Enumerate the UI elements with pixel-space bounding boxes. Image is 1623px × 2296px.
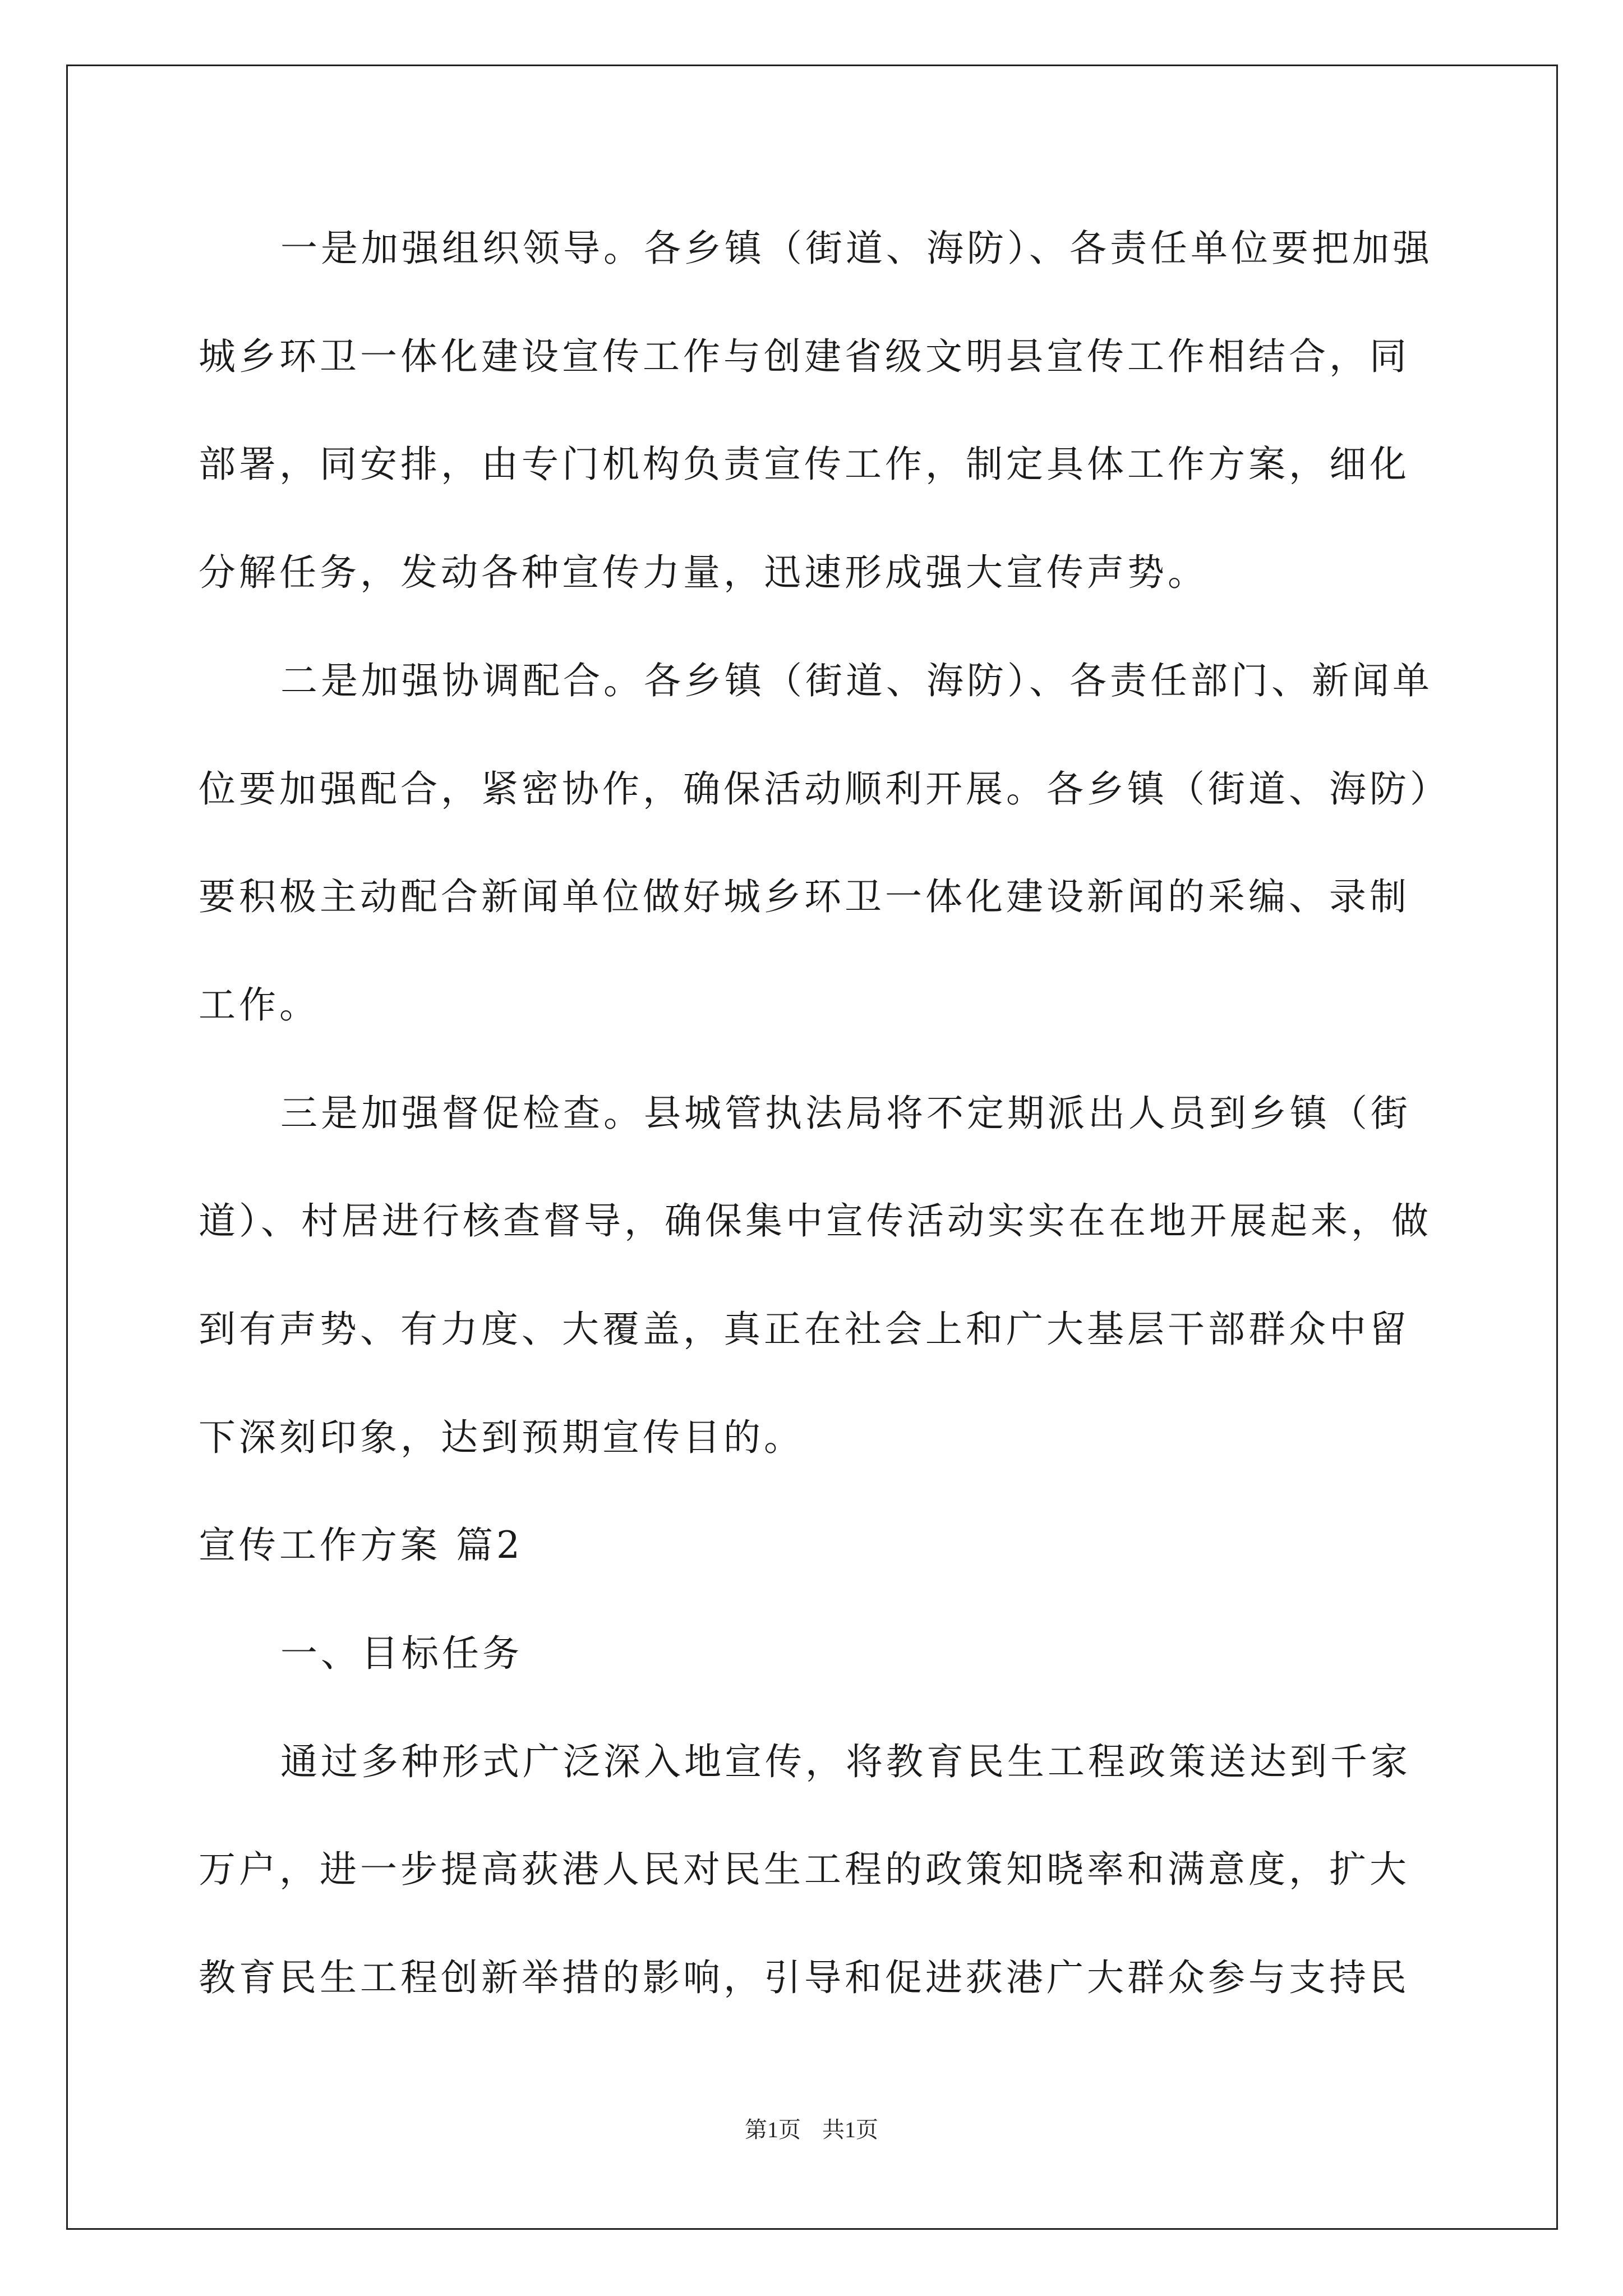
- paragraph-4-line-3: 教育民生工程创新举措的影响，引导和促进荻港广大群众参与支持民: [199, 1956, 1410, 1999]
- paragraph-2-line-4: 工作。: [199, 983, 320, 1027]
- page-number-current: 第1页: [745, 2117, 801, 2142]
- paragraph-1-line-1: 一是加强组织领导。各乡镇（街道、海防）、各责任单位要把加强: [280, 227, 1433, 270]
- paragraph-3-line-1: 三是加强督促检查。县城管执法局将不定期派出人员到乡镇（街: [280, 1092, 1411, 1135]
- paragraph-2-line-1: 二是加强协调配合。各乡镇（街道、海防）、各责任部门、新闻单: [280, 659, 1433, 702]
- paragraph-3-line-3: 到有声势、有力度、大覆盖，真正在社会上和广大基层干部群众中留: [199, 1308, 1410, 1351]
- paragraph-1-line-4: 分解任务，发动各种宣传力量，迅速形成强大宣传声势。: [199, 551, 1208, 594]
- paragraph-2-line-3: 要积极主动配合新闻单位做好城乡环卫一体化建设新闻的采编、录制: [199, 875, 1410, 918]
- paragraph-2-line-2: 位要加强配合，紧密协作，确保活动顺利开展。各乡镇（街道、海防）: [199, 767, 1450, 811]
- page-footer: [0, 2112, 1623, 2144]
- subheading-goals: 一、目标任务: [280, 1632, 523, 1675]
- page-number-total: 共1页: [822, 2117, 878, 2142]
- paragraph-3-line-2: 道）、村居进行核查督导，确保集中宣传活动实实在在地开展起来，做: [199, 1199, 1432, 1243]
- paragraph-3-line-4: 下深刻印象，达到预期宣传目的。: [199, 1416, 804, 1459]
- paragraph-1-line-2: 城乡环卫一体化建设宣传工作与创建省级文明县宣传工作相结合，同: [199, 335, 1410, 378]
- section-heading: 宣传工作方案 篇2: [199, 1524, 523, 1567]
- paragraph-4-line-1: 通过多种形式广泛深入地宣传，将教育民生工程政策送达到千家: [280, 1740, 1411, 1783]
- paragraph-1-line-3: 部署，同安排，由专门机构负责宣传工作，制定具体工作方案，细化: [199, 443, 1410, 486]
- page-border: [66, 65, 1558, 2230]
- paragraph-4-line-2: 万户，进一步提高荻港人民对民生工程的政策知晓率和满意度，扩大: [199, 1848, 1410, 1891]
